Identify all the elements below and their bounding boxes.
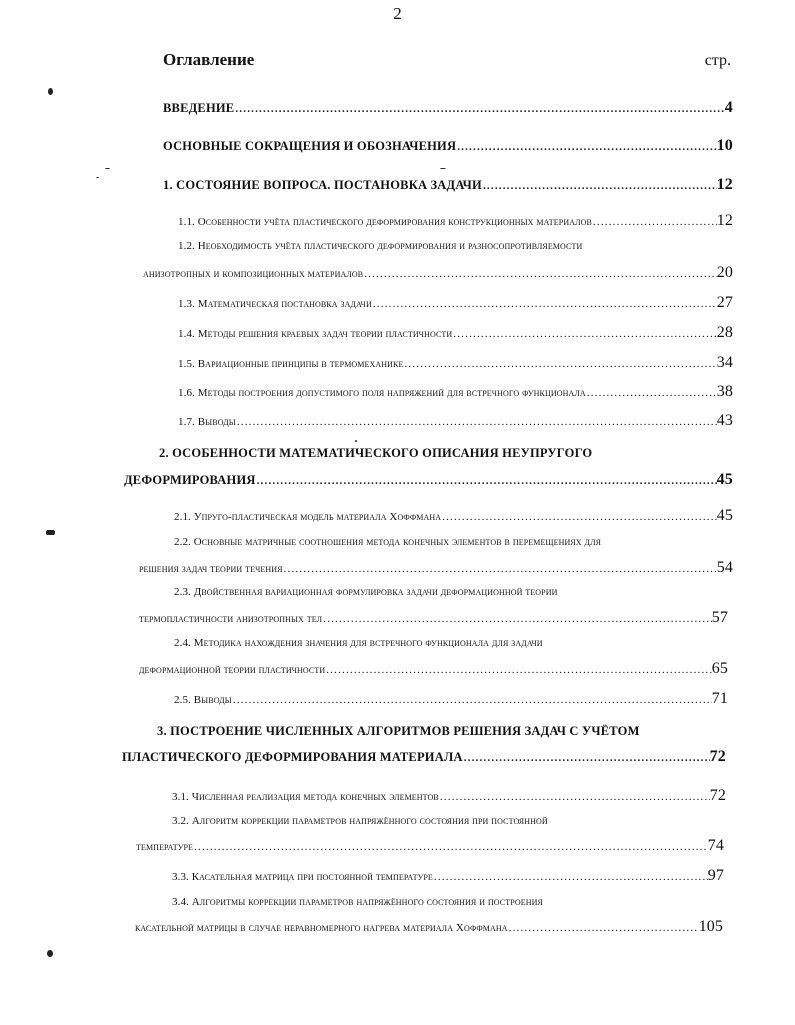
toc-entry-title: касательной матрицы в случае неравномерного нагрева материала Хоффмана <box>135 922 508 934</box>
leader-dots <box>456 141 716 153</box>
toc-entry-title: 1.6. Методы построения допустимого поля напряжений для встречного функционала <box>178 387 586 399</box>
leader-dots <box>322 613 712 625</box>
toc-entry-2-5[interactable] <box>174 690 728 712</box>
toc-entry-chapter-1[interactable] <box>163 176 733 198</box>
leader-dots <box>325 664 712 676</box>
leader-dots <box>232 694 712 706</box>
leader-dots <box>433 871 708 883</box>
toc-entry-title: ДЕФОРМИРОВАНИЯ <box>124 473 256 487</box>
leader-dots <box>508 922 699 934</box>
toc-entry-page: 97 <box>707 867 724 884</box>
scan-speck <box>355 440 357 442</box>
leader-dots <box>441 511 717 523</box>
toc-entry-title: 1. СОСТОЯНИЕ ВОПРОСА. ПОСТАНОВКА ЗАДАЧИ <box>163 178 482 192</box>
toc-entry-chapter-3[interactable] <box>122 748 726 770</box>
toc-entry-page: 12 <box>716 212 733 229</box>
leader-dots <box>482 180 717 192</box>
toc-entry-title: 3.1. Численная реализация метода конечных элементов <box>172 791 439 803</box>
toc-entry-chapter-2[interactable] <box>124 471 733 493</box>
toc-entry-page: 38 <box>716 383 733 400</box>
toc-entry-title: решения задач теории течения <box>139 563 283 575</box>
toc-entry-page: 43 <box>716 412 733 429</box>
toc-entry-2-1[interactable] <box>174 507 733 529</box>
toc-entry-title: 1.1. Особенности учёта пластического деформирования конструкционных материалов <box>178 216 592 228</box>
toc-entry-2-2[interactable] <box>139 559 733 581</box>
leader-dots <box>363 268 717 280</box>
toc-entry-title: ВВЕДЕНИЕ <box>163 101 235 115</box>
toc-entry-page: 71 <box>711 690 728 707</box>
scan-speck <box>105 168 110 169</box>
toc-entry-3-3[interactable] <box>172 867 724 889</box>
toc-entry-page: 4 <box>724 99 733 116</box>
toc-entry-1-2-line1[interactable]: 1.2. Необходимость учёта пластического деформирования и разносопротивляемости <box>178 240 583 252</box>
toc-title: Оглавление <box>163 50 255 69</box>
toc-entry-1-4[interactable] <box>178 324 733 346</box>
leader-dots <box>463 752 710 764</box>
toc-entry-title: деформационной теории пластичности <box>139 664 326 676</box>
leader-dots <box>586 387 717 399</box>
leader-dots <box>403 358 716 370</box>
toc-entry-3-1[interactable] <box>172 787 726 809</box>
toc-entry-chapter-2-line1[interactable]: 2. ОСОБЕННОСТИ МАТЕМАТИЧЕСКОГО ОПИСАНИЯ НЕУПРУГОГО <box>159 446 593 460</box>
toc-entry-page: 74 <box>707 837 724 854</box>
toc-entry-intro[interactable] <box>163 99 733 121</box>
toc-entry-title: 1.7. Выводы <box>178 416 236 428</box>
toc-entry-1-6[interactable] <box>178 383 733 405</box>
toc-entry-title: температуре <box>136 841 194 853</box>
scan-speck <box>440 168 446 169</box>
toc-entry-2-3-line1[interactable]: 2.3. Двойственная вариационная формулировка задачи деформационной теории <box>174 586 558 598</box>
toc-entry-title: 1.5. Вариационные принципы в термомеханике <box>178 358 404 370</box>
toc-entry-1-2[interactable] <box>143 264 733 286</box>
page-number: 2 <box>393 4 402 23</box>
scan-speck <box>47 950 53 957</box>
leader-dots <box>439 791 710 803</box>
toc-entry-title: 1.4. Методы решения краевых задач теории пластичности <box>178 328 453 340</box>
toc-entry-page: 72 <box>709 787 726 804</box>
toc-entry-1-5[interactable] <box>178 354 733 376</box>
toc-entry-page: 72 <box>709 748 726 765</box>
toc-header <box>163 50 731 70</box>
toc-entry-page: 27 <box>716 294 733 311</box>
scan-speck <box>96 177 99 178</box>
toc-entry-page: 45 <box>716 507 733 524</box>
toc-entry-1-1[interactable] <box>178 212 733 234</box>
toc-entry-title: ОСНОВНЫЕ СОКРАЩЕНИЯ И ОБОЗНАЧЕНИЯ <box>163 139 457 153</box>
leader-dots <box>234 103 724 115</box>
page-column-label: стр. <box>704 52 731 69</box>
toc-entry-title: термопластичности анизотропных тел <box>139 613 323 625</box>
leader-dots <box>283 563 717 575</box>
toc-entry-title: 2.1. Упруго-пластическая модель материала Хоффмана <box>174 511 442 523</box>
toc-entry-3-4-line1[interactable]: 3.4. Алгоритмы коррекции параметров напряжённого состояния и построения <box>172 896 543 908</box>
toc-entry-page: 65 <box>711 660 728 677</box>
leader-dots <box>592 216 717 228</box>
toc-entry-2-2-line1[interactable]: 2.2. Основные матричные соотношения метода конечных элементов в перемещениях для <box>174 536 602 548</box>
toc-entry-2-4[interactable] <box>139 660 728 682</box>
leader-dots <box>236 416 717 428</box>
scan-speck <box>46 530 55 535</box>
toc-entry-1-3[interactable] <box>178 294 733 316</box>
toc-entry-3-2-line1[interactable]: 3.2. Алгоритм коррекции параметров напряжённого состояния при постоянной <box>172 815 548 827</box>
toc-entry-2-3[interactable] <box>139 609 728 631</box>
toc-entry-title: ПЛАСТИЧЕСКОГО ДЕФОРМИРОВАНИЯ МАТЕРИАЛА <box>122 750 463 764</box>
toc-entry-abbreviations[interactable] <box>163 137 733 159</box>
toc-entry-page: 105 <box>698 918 723 935</box>
toc-entry-3-2[interactable] <box>136 837 724 859</box>
leader-dots <box>193 841 708 853</box>
toc-entry-page: 20 <box>716 264 733 281</box>
leader-dots <box>452 328 717 340</box>
toc-entry-title: 3.3. Касательная матрица при постоянной температуре <box>172 871 433 883</box>
scan-speck <box>48 88 53 95</box>
toc-entry-page: 45 <box>716 471 733 488</box>
toc-entry-title: 2.5. Выводы <box>174 694 232 706</box>
toc-entry-title: анизотропных и композиционных материалов <box>143 268 364 280</box>
leader-dots <box>372 298 717 310</box>
toc-entry-page: 57 <box>711 609 728 626</box>
toc-entry-3-4[interactable] <box>135 918 723 940</box>
toc-entry-page: 12 <box>716 176 733 193</box>
toc-entry-page: 54 <box>716 559 733 576</box>
leader-dots <box>256 475 717 487</box>
toc-entry-page: 10 <box>716 137 733 154</box>
toc-entry-page: 34 <box>716 354 733 371</box>
toc-entry-page: 28 <box>716 324 733 341</box>
toc-entry-1-7[interactable] <box>178 412 733 434</box>
toc-entry-chapter-3-line1[interactable]: 3. ПОСТРОЕНИЕ ЧИСЛЕННЫХ АЛГОРИТМОВ РЕШЕНИЯ ЗАДАЧ С УЧЁТОМ <box>157 724 640 738</box>
toc-entry-title: 1.3. Математическая постановка задачи <box>178 298 372 310</box>
toc-entry-2-4-line1[interactable]: 2.4. Методика нахождения значения для встречного функционала для задачи <box>174 637 543 649</box>
